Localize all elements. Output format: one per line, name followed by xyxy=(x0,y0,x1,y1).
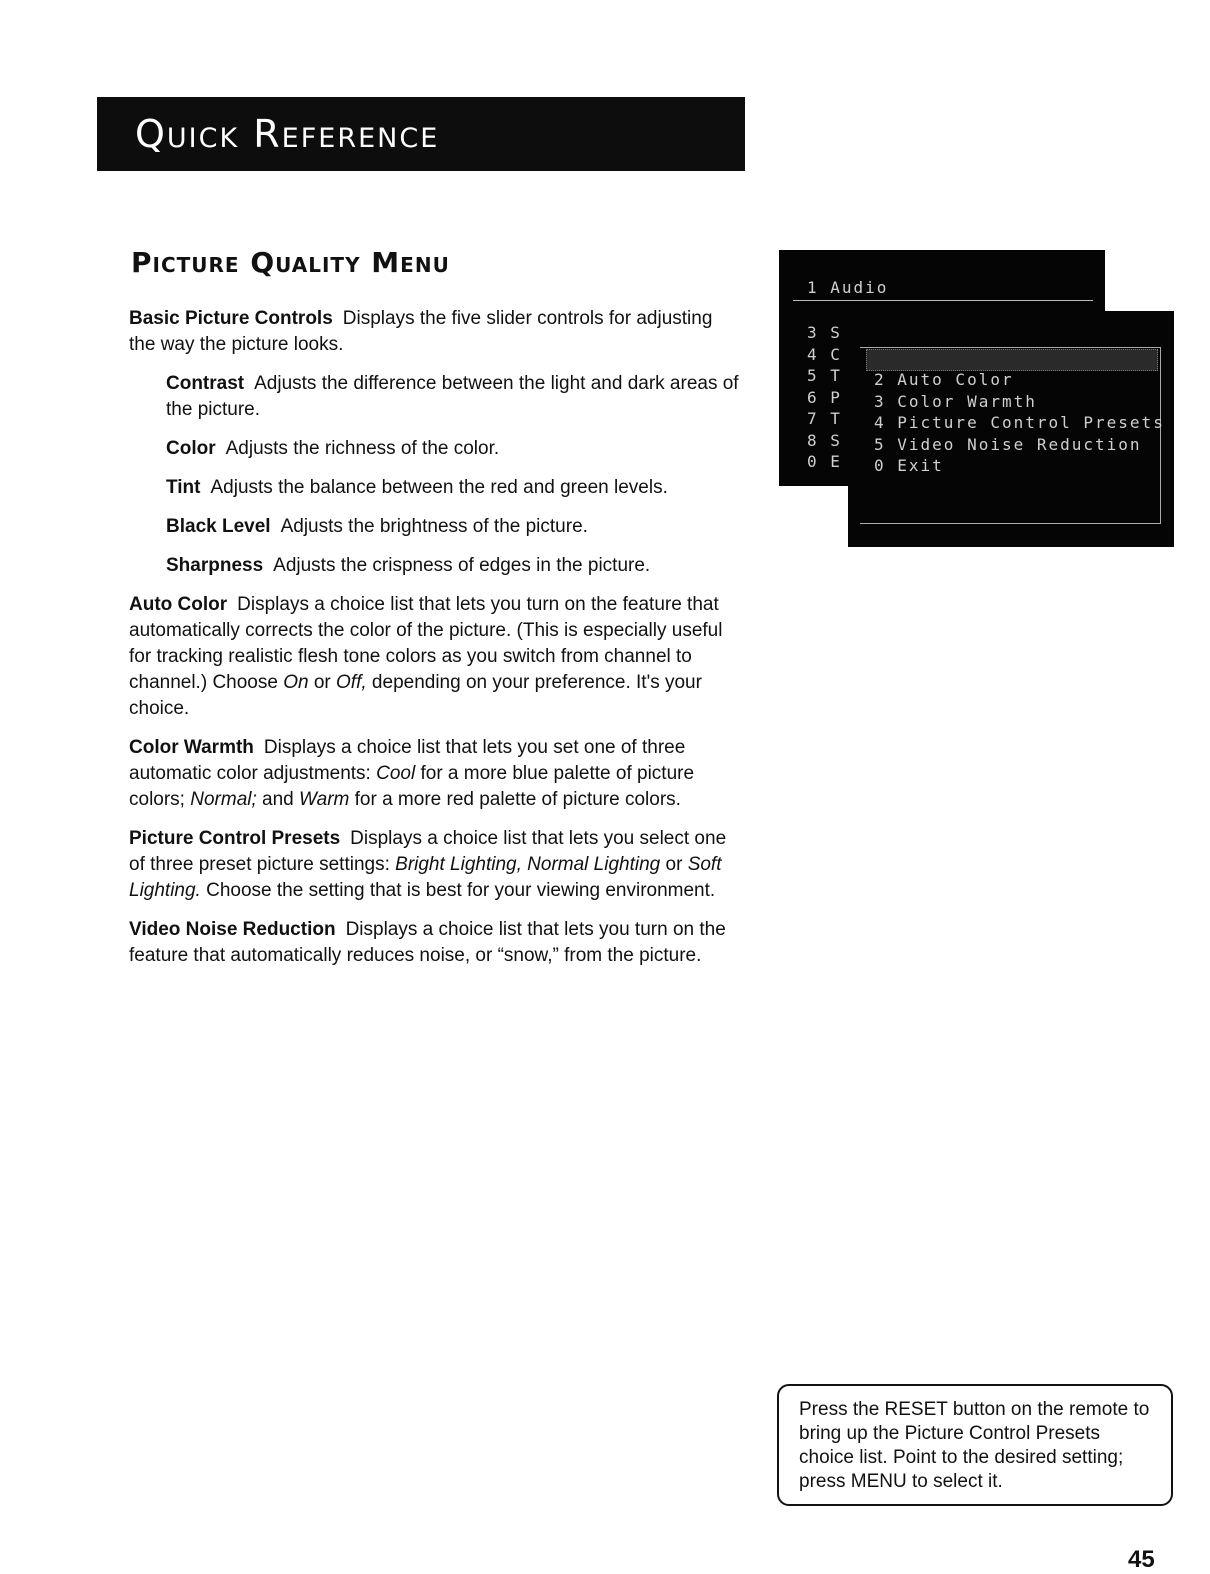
description-text: and xyxy=(256,789,300,810)
entry-term: Tint xyxy=(166,477,201,498)
main-menu-item: 6 P xyxy=(807,387,842,407)
entry-sharpness xyxy=(166,553,744,579)
emphasis-text: Normal; xyxy=(190,789,257,810)
entry-term: Video Noise Reduction xyxy=(129,919,336,940)
submenu-item: 0 Exit xyxy=(874,456,944,475)
emphasis-text: Bright Lighting, Normal Lighting xyxy=(395,854,661,875)
entry-picture-control-presets xyxy=(129,826,744,904)
tv-menu-screenshot xyxy=(779,250,1177,550)
entry-description xyxy=(226,438,500,459)
entry-description xyxy=(210,477,667,498)
main-menu-item: 4 C xyxy=(807,344,842,364)
submenu-item: 2 Auto Color xyxy=(874,370,1014,389)
entry-term: Auto Color xyxy=(129,594,228,615)
description-text: or xyxy=(308,672,337,693)
emphasis-text: On xyxy=(283,672,309,693)
submenu-item: 4 Picture Control Presets xyxy=(874,413,1165,432)
entry-description xyxy=(281,516,588,537)
main-menu-title: 1 Audio xyxy=(807,278,889,297)
tip-text: Press the RESET button on the remote to bring up the Picture Control Presets choice list. Point to the desired setting; press MENU to select it. xyxy=(799,1399,1150,1492)
submenu-list xyxy=(874,369,1165,477)
submenu-item: 3 Color Warmth xyxy=(874,391,1037,411)
description-text: Adjusts the brightness of the picture. xyxy=(280,516,588,537)
entry-term: Picture Control Presets xyxy=(129,828,341,849)
tip-box xyxy=(777,1384,1173,1506)
entry-term: Color Warmth xyxy=(129,737,254,758)
description-text: Adjusts the crispness of edges in the picture. xyxy=(273,555,651,576)
entry-term: Color xyxy=(166,438,216,459)
entry-term: Sharpness xyxy=(166,555,264,576)
emphasis-text: Warm xyxy=(299,789,350,810)
entry-tint xyxy=(166,475,744,501)
divider xyxy=(793,300,1093,301)
main-menu-list xyxy=(807,322,842,473)
description-text: for a more red palette of picture colors. xyxy=(349,789,681,810)
description-text: Displays a choice list that lets you select one of three preset picture settings: xyxy=(129,828,727,875)
entry-contrast xyxy=(166,371,744,423)
entry-description xyxy=(273,555,650,576)
main-menu-item: 0 E xyxy=(807,452,842,471)
description-text: for a more blue palette of picture colors; xyxy=(129,763,695,810)
description-text: Displays a choice list that lets you turn on the feature that automatically reduces noise, or “snow,” from the picture. xyxy=(129,919,726,966)
entry-description xyxy=(166,373,739,420)
submenu-item: 5 Video Noise Reduction xyxy=(874,434,1142,454)
banner-title: Quick Reference xyxy=(135,112,440,156)
main-menu-item: 3 S xyxy=(807,323,842,342)
entry-basic-picture-controls xyxy=(129,306,744,358)
submenu-highlight-bar xyxy=(866,349,1158,371)
description-text: Displays a choice list that lets you set one of three automatic color adjustments: xyxy=(129,737,686,784)
entry-black-level xyxy=(166,514,744,540)
picture-quality-submenu-panel xyxy=(848,311,1174,547)
description-text: or xyxy=(660,854,688,875)
header-banner xyxy=(97,97,745,171)
entry-term: Black Level xyxy=(166,516,271,537)
emphasis-text: Cool xyxy=(376,763,416,784)
entry-list xyxy=(129,306,744,982)
description-text: Adjusts the balance between the red and green levels. xyxy=(210,477,668,498)
main-menu-item: 8 S xyxy=(807,430,842,450)
description-text: Displays a choice list that lets you turn on the feature that automatically corrects the color of the picture. (This is especially useful for tracking realistic flesh tone colors as you switch from channel to channel.) Choose xyxy=(129,594,723,693)
page-number: 45 xyxy=(1128,1546,1155,1573)
description-text: Adjusts the difference between the light and dark areas of the picture. xyxy=(166,373,739,420)
entry-color xyxy=(166,436,744,462)
main-menu-item: 5 T xyxy=(807,366,842,385)
entry-term: Basic Picture Controls xyxy=(129,308,333,329)
description-text: Displays the five slider controls for adjusting the way the picture looks. xyxy=(129,308,713,355)
entry-term: Contrast xyxy=(166,373,245,394)
description-text: depending on your preference. It's your choice. xyxy=(129,672,702,719)
entry-color-warmth xyxy=(129,735,744,813)
description-text: Choose the setting that is best for your viewing environment. xyxy=(200,880,716,901)
section-title: Picture Quality Menu xyxy=(131,246,450,279)
entry-auto-color xyxy=(129,592,744,722)
emphasis-text: Soft Lighting. xyxy=(129,854,722,901)
description-text: Adjusts the richness of the color. xyxy=(225,438,500,459)
emphasis-text: Off, xyxy=(336,672,367,693)
main-menu-item: 7 T xyxy=(807,409,842,428)
entry-video-noise-reduction xyxy=(129,917,744,969)
